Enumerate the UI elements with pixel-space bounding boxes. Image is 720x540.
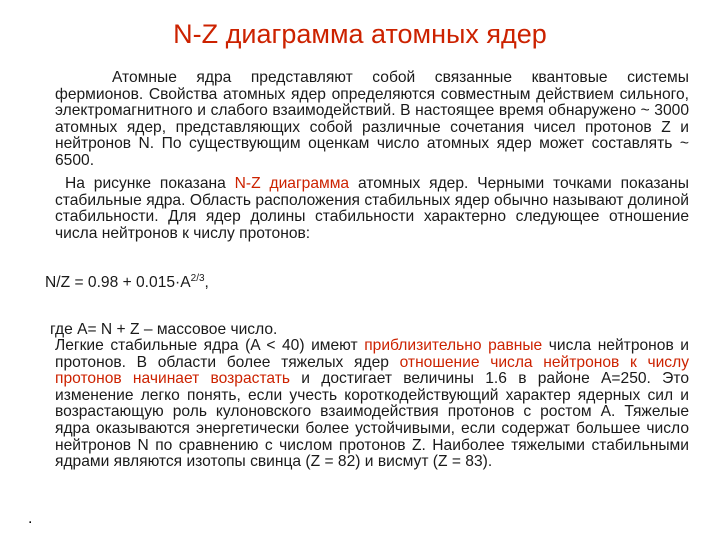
highlight-nz-diagram: N-Z диаграмма (234, 175, 350, 192)
highlight-ratio-increase: отношение числа нейтронов к числу протонов начинает возрастать (55, 353, 689, 388)
paragraph-text: атомных ядер. Черными точками показаны стабильные ядра. Область расположения стабильных ядер обычно называют долиной стабильности. Для ядер долины стабильности характерно следующее отношение числа нейтронов к числу протонов: (55, 175, 689, 242)
slide-title: N-Z диаграмма атомных ядер (173, 19, 547, 49)
formula-exponent: 2/3 (190, 273, 205, 284)
paragraph-text: и достигает величины 1.6 в районе A=250. Это изменение легко понять, если учесть короткодействующий характер ядерных сил и возрастающую роль кулоновского взаимодействия протонов с ростом A. Тяжелые ядра оказываются энергетически более устойчивыми, если содержат большее число нейтронов N по сравнению с числом протонов Z. Наиболее тяжелыми стабильными ядрами являются изотопы свинца (Z = 82) и висмут (Z = 83). (55, 370, 690, 471)
paragraph-text: На рисунке показана (65, 175, 235, 192)
formula-main: N/Z = 0.98 + 0.015·A (45, 274, 191, 292)
paragraph-intro: Атомные ядра представляют собой связанные квантовые системы фермионов. Свойства атомных ядер определяются совместным действием сильного, электромагнитного и слабого взаимодействий. В настоящее время обнаружено ~ 3000 атомных ядер, представляющих собой различные сочетания чисел протонов Z и нейтронов N. По существующим оценкам число атомных ядер может составлять ~ 6500. (55, 69, 689, 169)
paragraph-text: Легкие стабильные ядра (A < 40) имеют (55, 337, 365, 354)
formula-tail: , (204, 274, 209, 292)
footer-dot: . (28, 510, 33, 527)
stability-formula (45, 273, 209, 292)
highlight-approx-equal: приблизительно равные (364, 337, 543, 354)
paragraph-mass-number: где A= N + Z – массовое число. (50, 321, 278, 338)
paragraph-text: числа нейтронов и протонов. В области более тяжелых ядер (55, 337, 689, 371)
paragraph-light-heavy-nuclei (55, 338, 689, 471)
paragraph-diagram-description (55, 176, 689, 242)
